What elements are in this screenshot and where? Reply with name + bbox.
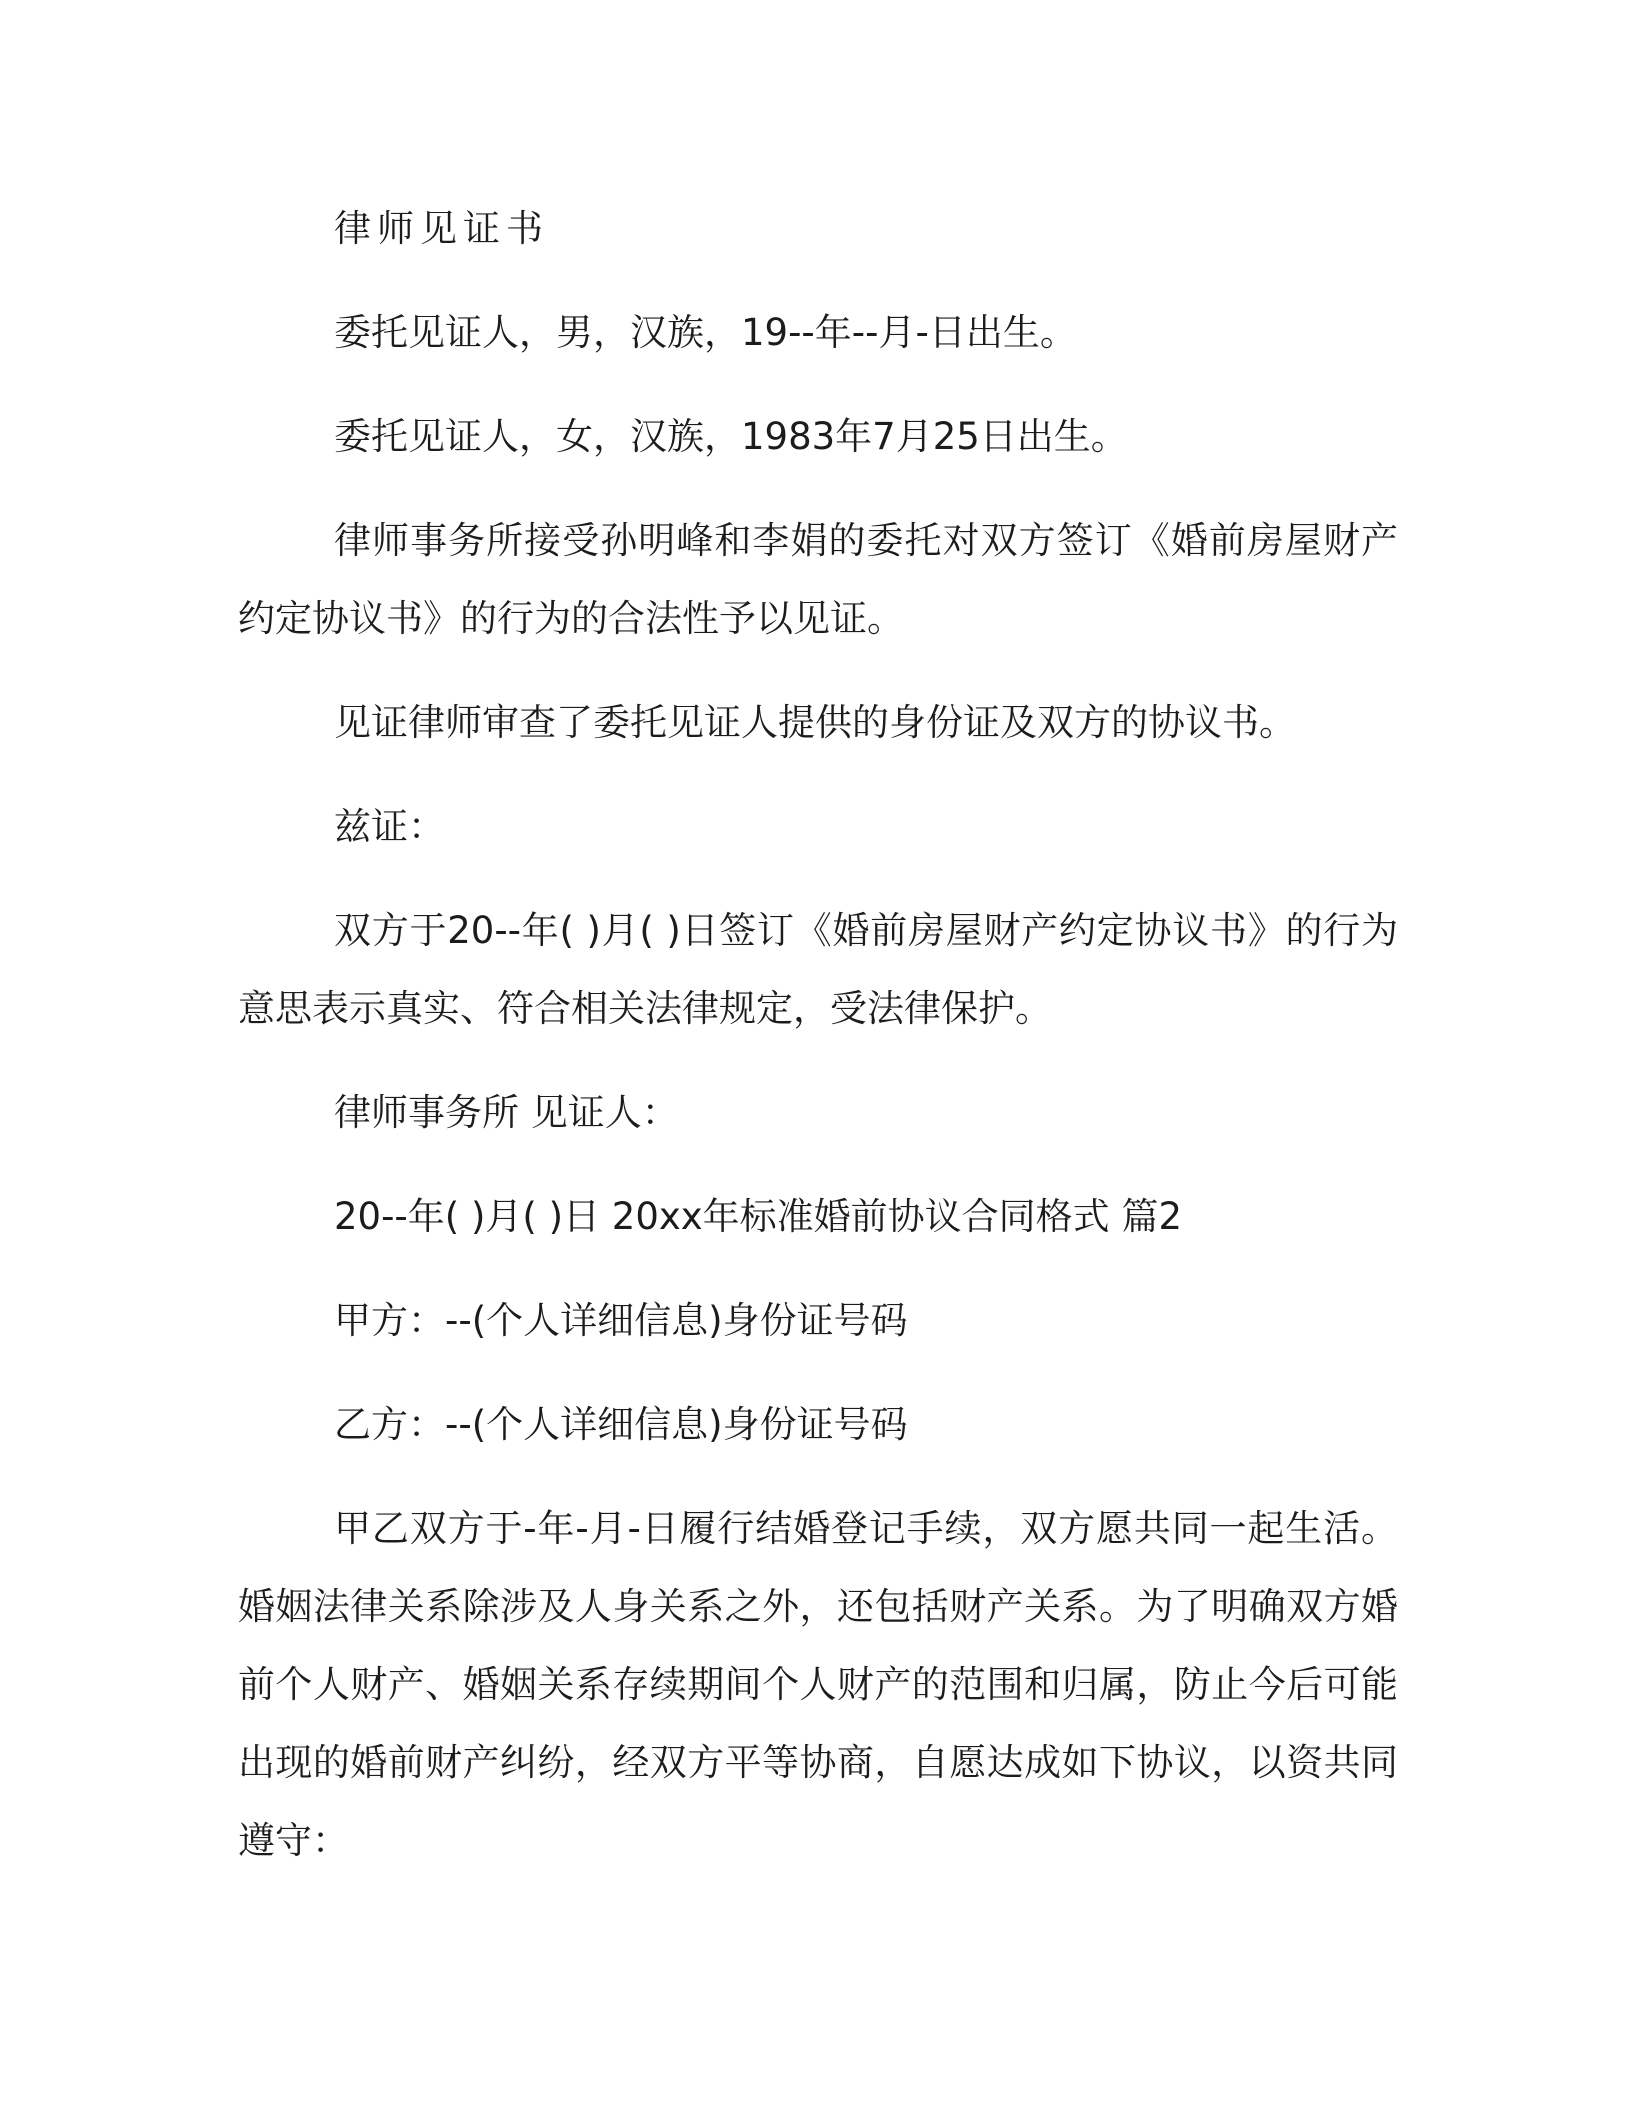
paragraph: 双方于20--年( )月( )日签订《婚前房屋财产约定协议书》的行为意思表示真实、符合相关法律规定，受法律保护。 — [238, 909, 1398, 1030]
paragraph: 律师事务所接受孙明峰和李娟的委托对双方签订《婚前房屋财产约定协议书》的行为的合法性予以见证。 — [238, 519, 1398, 640]
paragraph: 兹证： — [334, 805, 445, 848]
paragraph: 委托见证人，女，汉族，1983年7月25日出生。 — [334, 415, 1128, 458]
document-title: 律师见证书 — [334, 207, 549, 250]
paragraph: 律师事务所 见证人： — [334, 1091, 679, 1134]
paragraph: 20--年( )月( )日 20xx年标准婚前协议合同格式 篇2 — [334, 1195, 1182, 1238]
paragraph: 见证律师审查了委托见证人提供的身份证及双方的协议书。 — [334, 701, 1296, 744]
paragraph: 委托见证人，男，汉族，19--年--月-日出生。 — [334, 311, 1077, 354]
document-body — [238, 190, 1398, 1906]
paragraph: 甲乙双方于-年-月-日履行结婚登记手续，双方愿共同一起生活。婚姻法律关系除涉及人身关系之外，还包括财产关系。为了明确双方婚前个人财产、婚姻关系存续期间个人财产的范围和归属，防止今后可能出现的婚前财产纠纷，经双方平等协商，自愿达成如下协议，以资共同遵守： — [238, 1507, 1398, 1862]
paragraph: 乙方：--(个人详细信息)身份证号码 — [334, 1403, 908, 1446]
paragraph: 甲方：--(个人详细信息)身份证号码 — [334, 1299, 908, 1342]
